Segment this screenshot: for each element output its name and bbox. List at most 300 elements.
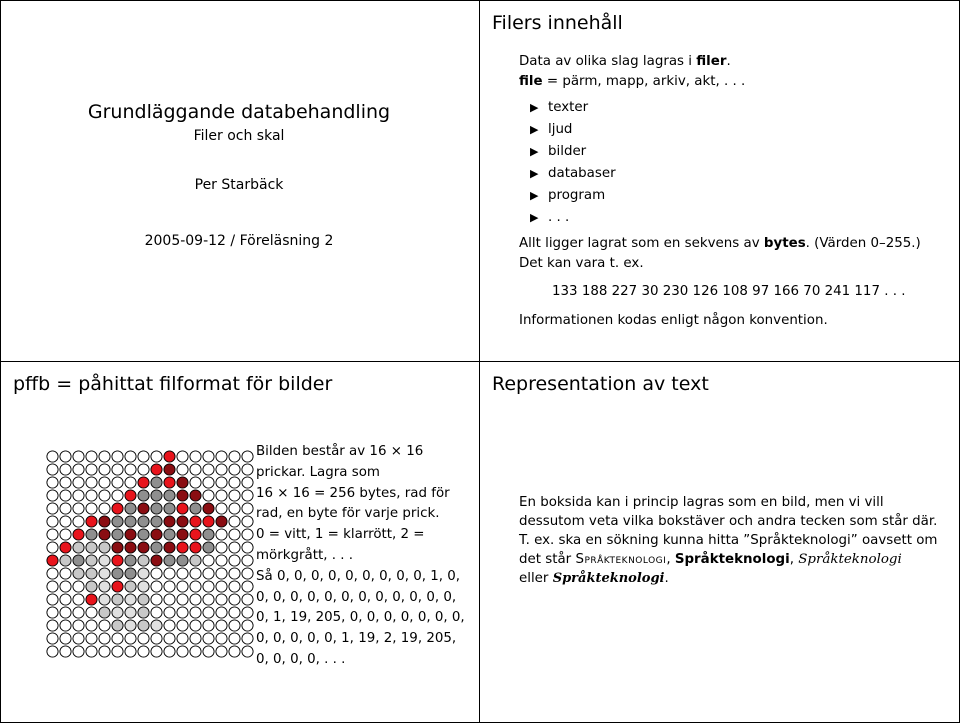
pixel-dot xyxy=(164,477,175,488)
line-4-prefix: det står xyxy=(519,552,576,567)
pixel-dot xyxy=(112,594,123,605)
pixel-dot xyxy=(112,581,123,592)
pixel-dot xyxy=(125,620,136,631)
pixel-dot xyxy=(242,490,253,501)
list-item xyxy=(530,141,616,163)
pixel-dot xyxy=(125,646,136,657)
pixel-dot xyxy=(203,516,214,527)
pixel-dot xyxy=(86,581,97,592)
pixel-dot xyxy=(99,568,110,579)
pixel-dot xyxy=(125,451,136,462)
pixel-dot xyxy=(190,555,201,566)
pixel-dot xyxy=(242,529,253,540)
slide-1-author: Per Starbäck xyxy=(194,177,284,193)
list-item xyxy=(530,207,616,229)
pixel-dot xyxy=(190,633,201,644)
pixel-dot xyxy=(229,516,240,527)
pixel-dot xyxy=(164,594,175,605)
description-line: prickar. Lagra som xyxy=(256,464,380,480)
pixel-dot xyxy=(125,516,136,527)
pixel-dot xyxy=(47,516,58,527)
pixel-dot xyxy=(190,568,201,579)
pixel-dot xyxy=(73,451,84,462)
pixel-dot xyxy=(73,555,84,566)
pixel-dot xyxy=(177,581,188,592)
pixel-dot xyxy=(47,607,58,618)
pixel-dot xyxy=(203,542,214,553)
pixel-dot xyxy=(190,594,201,605)
pixel-dot xyxy=(73,529,84,540)
pixel-dot xyxy=(229,477,240,488)
slide-2 xyxy=(479,0,960,362)
pixel-dot xyxy=(190,620,201,631)
example-line: Det kan vara t. ex. xyxy=(519,256,644,271)
slide-1-title: Grundläggande databehandling xyxy=(87,101,391,123)
pixel-dot xyxy=(242,451,253,462)
pixel-dot xyxy=(242,477,253,488)
pffb-description xyxy=(256,442,465,671)
pixel-dot xyxy=(138,542,149,553)
bold-word: Språkteknologi xyxy=(674,552,790,567)
intro-2-text: = pärm, mapp, arkiv, akt, . . . xyxy=(542,74,746,89)
pixel-dot xyxy=(47,594,58,605)
pixel-dot xyxy=(164,555,175,566)
pixel-dot xyxy=(73,477,84,488)
pixel-dot xyxy=(164,503,175,514)
pixel-dot xyxy=(242,542,253,553)
pixel-dot xyxy=(177,464,188,475)
description-line: 0, 0, 0, 0, 0, 0, 0, 0, 0, 0, 0, 0, xyxy=(256,589,457,605)
pixel-dot xyxy=(164,542,175,553)
pixel-dot xyxy=(151,529,162,540)
pixel-dot xyxy=(60,542,71,553)
bullet-arrow-icon: ▶ xyxy=(530,123,539,136)
text-line-2: dessutom veta vilka bokstäver och andra tecken som står där. xyxy=(519,514,938,529)
pixel-dot xyxy=(216,477,227,488)
description-line: 0, 1, 19, 205, 0, 0, 0, 0, 0, 0, 0, xyxy=(256,610,465,626)
pixel-dot xyxy=(151,477,162,488)
pixel-dot xyxy=(86,516,97,527)
pixel-dot xyxy=(190,581,201,592)
pixel-dot xyxy=(112,529,123,540)
slide-2-intro-2 xyxy=(519,71,745,93)
pixel-dot xyxy=(177,451,188,462)
pixel-dot xyxy=(86,607,97,618)
pixel-dot xyxy=(60,568,71,579)
pixel-dot xyxy=(86,646,97,657)
pixel-dot xyxy=(242,464,253,475)
pixel-dot xyxy=(138,477,149,488)
pixel-dot xyxy=(242,568,253,579)
pixel-dot xyxy=(229,607,240,618)
pixel-dot xyxy=(47,581,58,592)
pixel-dot xyxy=(151,633,162,644)
pixel-dot xyxy=(138,568,149,579)
pixel-dot xyxy=(138,503,149,514)
pixel-dot xyxy=(216,529,227,540)
pixel-dot xyxy=(216,542,227,553)
pixel-dot xyxy=(125,581,136,592)
list-item-label: program xyxy=(548,188,606,203)
file-type-list xyxy=(530,97,616,229)
list-item xyxy=(530,185,616,207)
fraktur-word: Språkteknologi xyxy=(552,571,665,586)
pixel-dot xyxy=(216,503,227,514)
pixel-dot xyxy=(125,594,136,605)
bullet-arrow-icon: ▶ xyxy=(530,189,539,202)
pixel-dot xyxy=(47,464,58,475)
pixel-dot xyxy=(177,607,188,618)
description-line: rad, en byte för varje prick. xyxy=(256,506,440,522)
bytes-line xyxy=(519,233,921,255)
pixel-dot xyxy=(203,607,214,618)
pixel-dot xyxy=(99,451,110,462)
pixel-dot xyxy=(73,516,84,527)
pixel-dot xyxy=(203,503,214,514)
pixel-dot xyxy=(99,555,110,566)
pixel-dot xyxy=(190,464,201,475)
pixel-dot xyxy=(47,646,58,657)
pixel-dot xyxy=(73,542,84,553)
pixel-dot xyxy=(60,516,71,527)
description-line: Bilden består av 16 × 16 xyxy=(256,444,424,459)
bullet-arrow-icon: ▶ xyxy=(530,167,539,180)
pixel-dot xyxy=(177,646,188,657)
separator: , xyxy=(666,552,675,567)
pixel-dot xyxy=(190,646,201,657)
pixel-dot xyxy=(112,516,123,527)
pixel-dot xyxy=(112,477,123,488)
pixel-dot xyxy=(138,594,149,605)
pixel-dot xyxy=(99,477,110,488)
pixel-dot xyxy=(190,607,201,618)
pixel-dot xyxy=(229,490,240,501)
pixel-dot xyxy=(86,555,97,566)
pixel-dot xyxy=(138,555,149,566)
pixel-dot xyxy=(86,542,97,553)
pixel-dot xyxy=(125,477,136,488)
pixel-dot xyxy=(177,503,188,514)
pixel-dot xyxy=(164,451,175,462)
pixel-dot xyxy=(242,516,253,527)
pixel-dot xyxy=(112,633,123,644)
pixel-dot xyxy=(86,620,97,631)
pixel-dot xyxy=(242,620,253,631)
bytes-bold: bytes xyxy=(763,236,806,251)
pixel-dot xyxy=(177,594,188,605)
bytes-text-a: Allt ligger lagrat som en sekvens av xyxy=(519,236,764,251)
pixel-dot xyxy=(60,529,71,540)
description-line: 16 × 16 = 256 bytes, rad för xyxy=(256,485,450,501)
pixel-dot xyxy=(190,451,201,462)
pixel-dot xyxy=(86,594,97,605)
pixel-dot xyxy=(138,581,149,592)
pixel-dot xyxy=(125,503,136,514)
pixel-dot xyxy=(73,620,84,631)
pixel-dot xyxy=(73,581,84,592)
pixel-dot xyxy=(138,607,149,618)
pixel-dot xyxy=(60,594,71,605)
pixel-dot xyxy=(164,581,175,592)
pixel-dot xyxy=(164,516,175,527)
pixel-dot xyxy=(86,451,97,462)
pixel-dot xyxy=(125,568,136,579)
pixel-dot xyxy=(60,490,71,501)
pixel-dot xyxy=(203,490,214,501)
pixel-dot xyxy=(151,607,162,618)
pixel-dot xyxy=(73,503,84,514)
pixel-dot xyxy=(151,503,162,514)
pixel-dot xyxy=(177,477,188,488)
pixel-dot xyxy=(99,646,110,657)
intro-1-text: Data av olika slag lagras i xyxy=(519,54,697,69)
list-item-label: texter xyxy=(548,100,589,115)
list-item-label: databaser xyxy=(548,166,616,181)
pixel-dot-grid xyxy=(46,450,254,658)
pixel-dot xyxy=(177,542,188,553)
pixel-dot xyxy=(60,607,71,618)
pixel-dot xyxy=(177,555,188,566)
pixel-dot xyxy=(151,620,162,631)
slide-4-title: Representation av text xyxy=(492,373,709,395)
pixel-dot xyxy=(229,594,240,605)
pixel-dot xyxy=(190,542,201,553)
pixel-dot xyxy=(73,646,84,657)
pixel-dot xyxy=(177,568,188,579)
pixel-dot xyxy=(112,542,123,553)
pixel-dot xyxy=(203,581,214,592)
pixel-dot xyxy=(86,477,97,488)
pixel-dot xyxy=(73,464,84,475)
pixel-dot xyxy=(47,542,58,553)
pixel-dot xyxy=(164,633,175,644)
description-line: mörkgrått, . . . xyxy=(256,547,354,563)
pixel-dot xyxy=(60,451,71,462)
bullet-arrow-icon: ▶ xyxy=(530,211,539,224)
pixel-dot xyxy=(242,633,253,644)
pixel-dot xyxy=(229,451,240,462)
pixel-dot xyxy=(86,490,97,501)
pixel-dot xyxy=(125,464,136,475)
list-item xyxy=(530,119,616,141)
pixel-dot xyxy=(203,568,214,579)
list-item-label: . . . xyxy=(548,210,570,225)
pixel-dot xyxy=(242,581,253,592)
pixel-dot xyxy=(203,646,214,657)
pixel-dot xyxy=(125,607,136,618)
text-line-3: T. ex. ska en sökning kunna hitta ”Språkteknologi” oavsett om xyxy=(519,533,938,548)
pixel-dot xyxy=(151,451,162,462)
pixel-dot xyxy=(47,490,58,501)
description-line: 0, 0, 0, 0, . . . xyxy=(256,651,346,667)
slide-1-date: 2005-09-12 / Föreläsning 2 xyxy=(144,233,334,249)
pixel-dot xyxy=(203,451,214,462)
description-line: 0, 0, 0, 0, 0, 1, 19, 2, 19, 205, xyxy=(256,631,457,647)
pixel-dot xyxy=(242,594,253,605)
pixel-dot xyxy=(190,503,201,514)
pixel-dot xyxy=(151,594,162,605)
pixel-dot xyxy=(203,464,214,475)
pixel-dot xyxy=(86,568,97,579)
byte-sequence: 133 188 227 30 230 126 108 97 166 70 241 117 . . . xyxy=(552,284,906,299)
pixel-dot xyxy=(242,646,253,657)
pixel-dot xyxy=(125,490,136,501)
pixel-dot xyxy=(86,503,97,514)
pixel-dot xyxy=(112,646,123,657)
text-line-1: En boksida kan i princip lagras som en bild, men vi vill xyxy=(519,495,884,510)
pixel-dot xyxy=(229,620,240,631)
pixel-dot xyxy=(216,568,227,579)
pixel-dot xyxy=(86,464,97,475)
pixel-dot xyxy=(242,555,253,566)
pixel-dot xyxy=(73,568,84,579)
list-item-label: bilder xyxy=(548,144,587,159)
pixel-dot xyxy=(138,529,149,540)
pixel-dot xyxy=(99,490,110,501)
pixel-dot xyxy=(203,594,214,605)
line-5-prefix: eller xyxy=(519,571,553,586)
pixel-dot xyxy=(203,529,214,540)
pixel-dot xyxy=(216,620,227,631)
pixel-dot xyxy=(216,516,227,527)
pixel-dot xyxy=(112,620,123,631)
pixel-dot xyxy=(177,490,188,501)
pixel-dot xyxy=(229,503,240,514)
pixel-dot xyxy=(125,529,136,540)
pixel-dot xyxy=(177,620,188,631)
pixel-dot xyxy=(125,542,136,553)
pixel-dot xyxy=(138,464,149,475)
pixel-dot xyxy=(47,477,58,488)
pixel-dot xyxy=(138,451,149,462)
pixel-dot xyxy=(203,633,214,644)
pixel-dot xyxy=(216,646,227,657)
pixel-dot xyxy=(138,646,149,657)
pixel-dot xyxy=(73,607,84,618)
pixel-dot xyxy=(151,516,162,527)
pixel-dot xyxy=(216,633,227,644)
text-line-5 xyxy=(519,568,669,590)
pixel-dot xyxy=(47,529,58,540)
pixel-dot xyxy=(177,516,188,527)
pixel-dot xyxy=(151,646,162,657)
italic-word: Språkteknologi xyxy=(798,552,902,567)
pixel-dot xyxy=(229,529,240,540)
pixel-dot xyxy=(86,633,97,644)
pixel-dot xyxy=(151,568,162,579)
pixel-dot xyxy=(47,503,58,514)
pixel-dot xyxy=(216,581,227,592)
pixel-dot xyxy=(112,555,123,566)
pixel-dot xyxy=(216,451,227,462)
pixel-dot xyxy=(203,555,214,566)
pixel-dot xyxy=(99,542,110,553)
list-item-label: ljud xyxy=(548,122,573,137)
pixel-dot xyxy=(203,477,214,488)
pixel-dot xyxy=(47,568,58,579)
pixel-dot xyxy=(216,555,227,566)
pixel-dot xyxy=(99,620,110,631)
pixel-dot xyxy=(242,607,253,618)
pixel-dot xyxy=(112,607,123,618)
pixel-dot xyxy=(60,503,71,514)
pixel-dot xyxy=(164,620,175,631)
pixel-dot xyxy=(138,620,149,631)
pixel-dot xyxy=(177,529,188,540)
pixel-dot xyxy=(151,555,162,566)
pixel-dot xyxy=(112,451,123,462)
pixel-dot xyxy=(99,633,110,644)
intro-1-bold: filer xyxy=(696,54,727,69)
slide-1 xyxy=(0,0,480,362)
pixel-dot xyxy=(229,646,240,657)
pixel-dot xyxy=(151,464,162,475)
pixel-dot xyxy=(138,490,149,501)
pixel-dot xyxy=(229,464,240,475)
line-5-end: . xyxy=(664,571,669,586)
slide-1-subtitle: Filer och skal xyxy=(193,128,285,144)
pixel-dot xyxy=(151,490,162,501)
pixel-dot xyxy=(47,451,58,462)
pixel-dot xyxy=(47,633,58,644)
pixel-dot xyxy=(164,529,175,540)
pixel-dot xyxy=(216,607,227,618)
slide-4 xyxy=(479,361,960,723)
pixel-dot xyxy=(60,477,71,488)
pixel-dot xyxy=(112,503,123,514)
pixel-dot xyxy=(216,594,227,605)
pixel-dot xyxy=(203,620,214,631)
pixel-dot xyxy=(164,646,175,657)
pixel-dot xyxy=(99,529,110,540)
slide-2-intro-1 xyxy=(519,51,731,73)
pixel-dot xyxy=(177,633,188,644)
list-item xyxy=(530,163,616,185)
pixel-dot xyxy=(151,581,162,592)
pixel-dot xyxy=(60,464,71,475)
pixel-dot xyxy=(216,490,227,501)
pixel-dot xyxy=(60,620,71,631)
pixel-dot xyxy=(229,555,240,566)
pixel-dot xyxy=(60,646,71,657)
list-item xyxy=(530,97,616,119)
pixel-dot xyxy=(47,620,58,631)
pixel-dot xyxy=(229,633,240,644)
pixel-dot xyxy=(229,542,240,553)
pixel-dot xyxy=(164,464,175,475)
slide-2-title: Filers innehåll xyxy=(492,12,623,34)
pixel-dot xyxy=(73,594,84,605)
pixel-dot xyxy=(190,516,201,527)
pixel-dot xyxy=(47,555,58,566)
slide-3-title: pffb = påhittat filformat för bilder xyxy=(13,373,333,395)
pixel-dot xyxy=(229,568,240,579)
intro-1-end: . xyxy=(726,54,731,69)
pixel-dot xyxy=(190,490,201,501)
pixel-dot xyxy=(99,581,110,592)
pixel-dot xyxy=(112,490,123,501)
pixel-dot xyxy=(151,542,162,553)
pixel-dot xyxy=(99,464,110,475)
pixel-dot xyxy=(125,633,136,644)
pixel-dot xyxy=(138,516,149,527)
small-caps-word: Språkteknologi xyxy=(575,552,667,567)
pixel-dot xyxy=(190,477,201,488)
pixel-dot xyxy=(73,633,84,644)
bullet-arrow-icon: ▶ xyxy=(530,145,539,158)
pixel-dot xyxy=(99,516,110,527)
pixel-dot xyxy=(99,607,110,618)
